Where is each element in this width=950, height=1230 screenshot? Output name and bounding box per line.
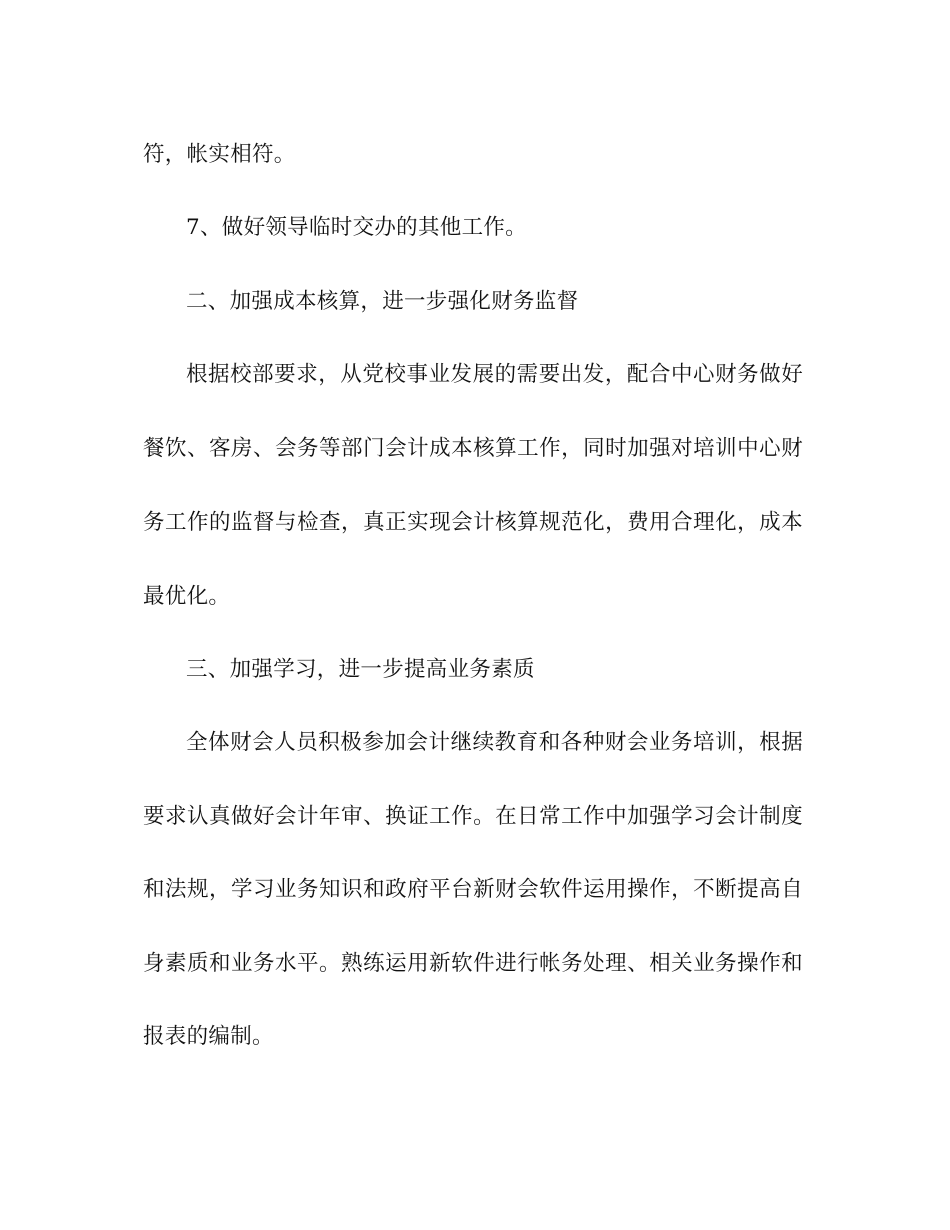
paragraph-line: 务工作的监督与检查，真正实现会计核算规范化，费用合理化，成本 xyxy=(143,510,803,535)
paragraph-line: 最优化。 xyxy=(143,584,231,609)
paragraph-line: 报表的编制。 xyxy=(143,1024,274,1049)
paragraph-line: 和法规，学习业务知识和政府平台新财会软件运用操作，不断提高自 xyxy=(143,877,803,902)
section-heading-2: 二、加强成本核算，进一步强化财务监督 xyxy=(186,289,579,314)
list-item-7: 7、做好领导临时交办的其他工作。 xyxy=(186,215,527,240)
paragraph-line: 全体财会人员积极参加会计继续教育和各种财会业务培训，根据 xyxy=(186,730,803,755)
section-heading-3: 三、加强学习，进一步提高业务素质 xyxy=(186,657,535,682)
paragraph-continuation-line: 符，帐实相符。 xyxy=(143,142,296,167)
paragraph-line: 要求认真做好会计年审、换证工作。在日常工作中加强学习会计制度 xyxy=(143,804,803,829)
paragraph-line: 餐饮、客房、会务等部门会计成本核算工作，同时加强对培训中心财 xyxy=(143,436,803,461)
paragraph-line: 身素质和业务水平。熟练运用新软件进行帐务处理、相关业务操作和 xyxy=(143,951,803,976)
paragraph-line: 根据校部要求，从党校事业发展的需要出发，配合中心财务做好 xyxy=(186,362,803,387)
